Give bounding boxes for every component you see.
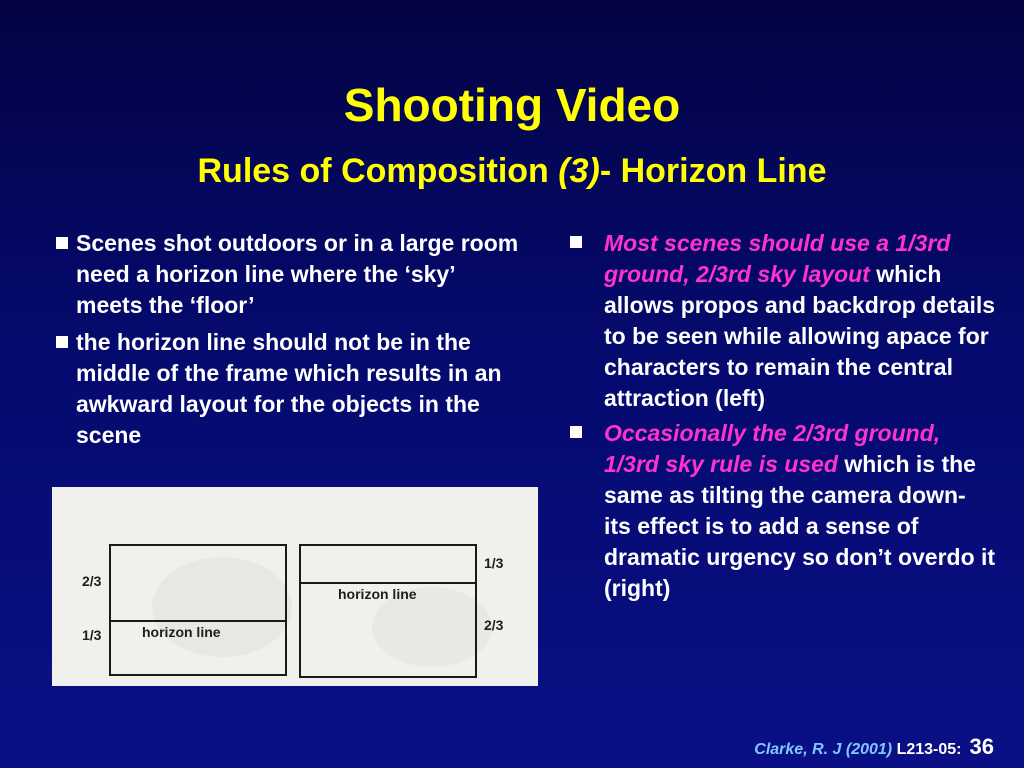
right-upper-label: 1/3 <box>484 555 504 571</box>
subtitle-part1: Rules of Composition <box>197 152 559 190</box>
right-bullet-emphasis: Occasionally the 2/3rd ground, 1/3rd sky rule is used <box>604 420 941 477</box>
horizon-diagram-frames <box>52 487 538 686</box>
left-bullet-text: Scenes shot outdoors or in a large room need a horizon line where the ‘sky’ meets the ‘floor’ <box>76 230 519 318</box>
right-bullet-emphasis: Most scenes should use a 1/3rd ground, 2/3rd sky layout <box>604 230 951 287</box>
square-bullet-icon <box>570 426 582 438</box>
left-lower-label: 1/3 <box>82 627 102 643</box>
square-bullet-icon <box>56 237 68 249</box>
slide-subtitle <box>0 150 1024 192</box>
left-bullet-list <box>56 228 526 457</box>
right-horizon-label: horizon line <box>338 586 417 602</box>
left-bullet-text: the horizon line should not be in the middle of the frame which results in an awkward layout for the objects in the scene <box>76 329 502 448</box>
right-bullet-text: which is the same as tilting the camera down- its effect is to add a sense of dramatic urgency so don’t overdo it (right) <box>604 451 996 601</box>
slide-title: Shooting Video <box>343 79 681 131</box>
right-bullet-list <box>566 228 996 608</box>
left-bullet-item <box>56 228 526 321</box>
right-bullet-item <box>566 418 996 604</box>
subtitle-part2: - Horizon Line <box>599 152 827 190</box>
left-upper-label: 2/3 <box>82 573 102 589</box>
square-bullet-icon <box>570 236 582 248</box>
subtitle-italic: (3) <box>558 152 600 190</box>
right-lower-label: 2/3 <box>484 617 504 633</box>
footer-citation: Clarke, R. J (2001) <box>754 741 893 758</box>
left-bullet-item <box>56 327 526 451</box>
page-number: 36 <box>969 734 994 759</box>
footer-code: L213-05: <box>892 741 962 758</box>
horizon-line-diagram <box>52 487 538 686</box>
slide-footer <box>754 735 994 762</box>
square-bullet-icon <box>56 336 68 348</box>
right-bullet-text: which allows propos and backdrop details to be seen while allowing apace for characters to remain the central attraction (left) <box>604 261 996 411</box>
right-bullet-item <box>566 228 996 414</box>
left-horizon-label: horizon line <box>142 624 221 640</box>
